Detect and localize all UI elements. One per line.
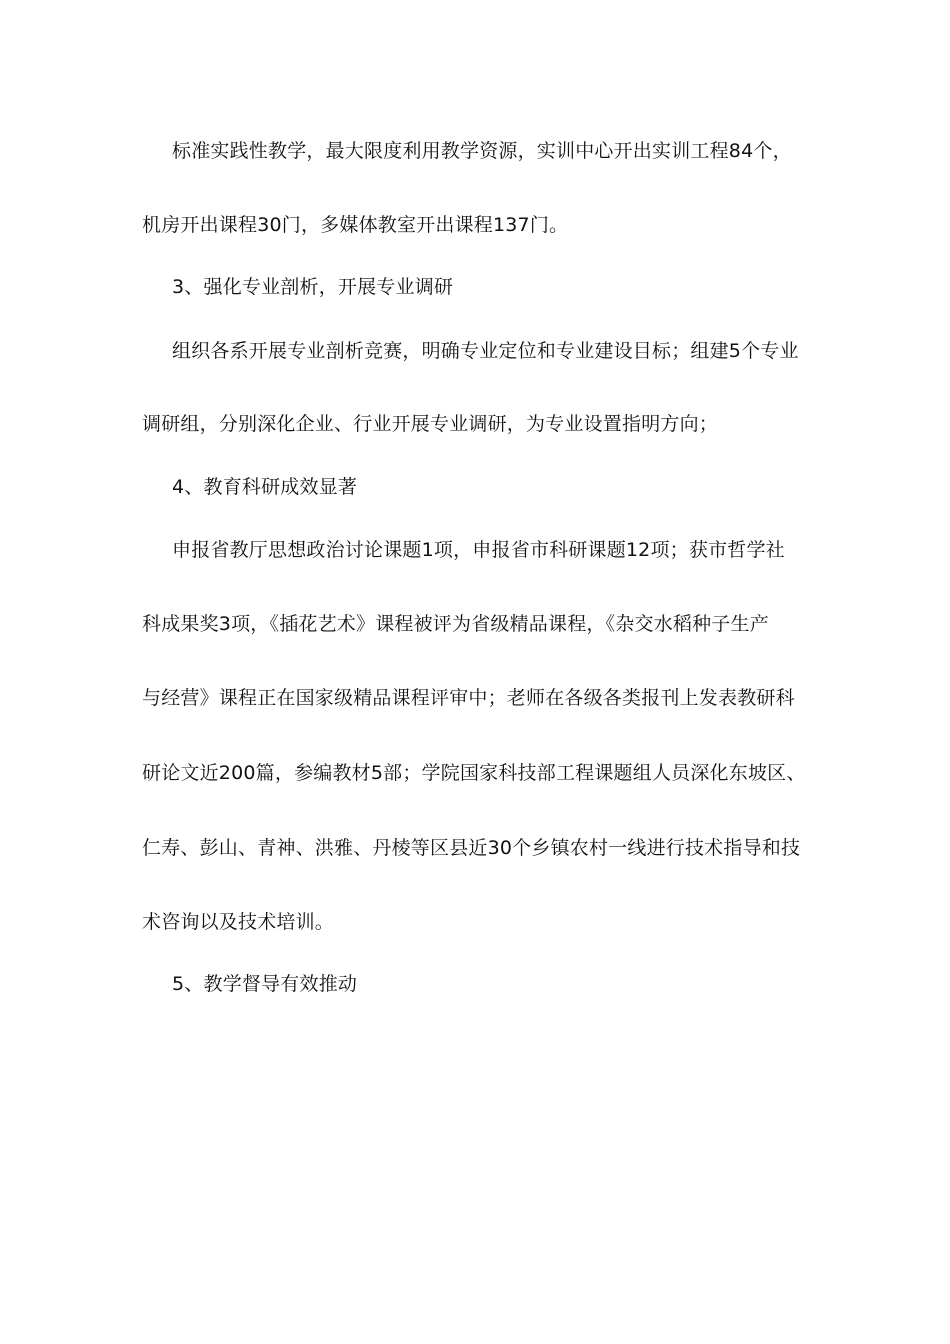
paragraph-line: 调研组，分别深化企业、行业开展专业调研，为专业设置指明方向； [142,413,719,435]
paragraph-line: 组织各系开展专业剖析竞赛，明确专业定位和专业建设目标；组建5个专业 [172,340,799,362]
section-heading: 5、教学督导有效推动 [172,973,358,995]
paragraph-line: 术咨询以及技术培训。 [142,911,335,933]
paragraph-line: 机房开出课程30门，多媒体教室开出课程137门。 [142,214,569,236]
paragraph-line: 研论文近200篇，参编教材5部；学院国家科技部工程课题组人员深化东坡区、 [142,762,806,784]
paragraph-line: 与经营》课程正在国家级精品课程评审中；老师在各级各类报刊上发表教研科 [142,687,795,709]
paragraph-line: 标准实践性教学，最大限度利用教学资源，实训中心开出实训工程84个， [172,140,792,162]
paragraph-line: 仁寿、彭山、青神、洪雅、丹棱等区县近30个乡镇农村一线进行技术指导和技 [142,837,801,859]
paragraph-line: 科成果奖3项，《插花艺术》课程被评为省级精品课程，《杂交水稻种子生产 [142,613,769,635]
section-heading: 3、强化专业剖析，开展专业调研 [172,276,454,298]
paragraph-line: 申报省教厅思想政治讨论课题1项，申报省市科研课题12项；获市哲学社 [172,539,785,561]
section-heading: 4、教育科研成效显著 [172,476,358,498]
